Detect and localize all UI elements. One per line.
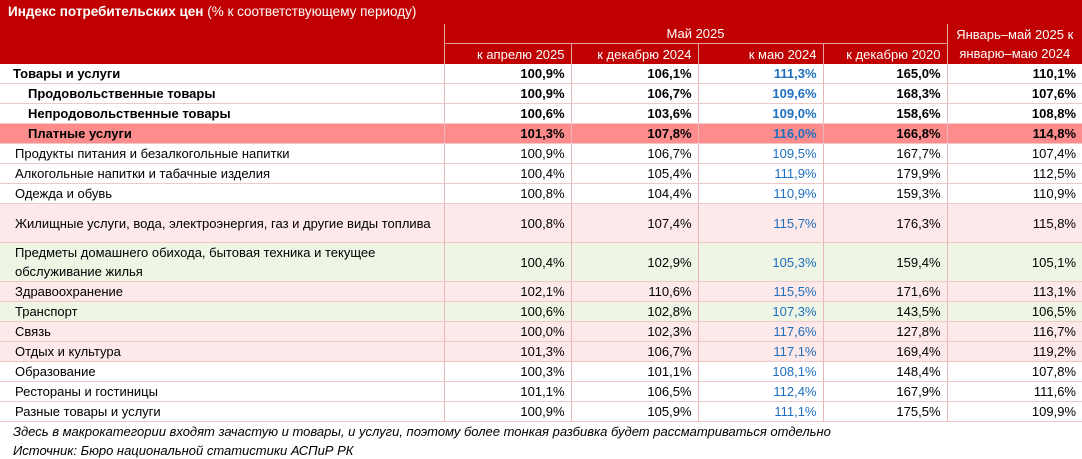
- header-period: Май 2025: [444, 24, 947, 44]
- value-ytd-dec: 103,6%: [571, 104, 698, 124]
- value-dec2020: 165,0%: [823, 64, 947, 84]
- value-ytd-yoy: 115,8%: [947, 204, 1082, 243]
- value-y-y: 109,6%: [698, 84, 823, 104]
- value-ytd-dec: 107,4%: [571, 204, 698, 243]
- value-dec2020: 167,9%: [823, 382, 947, 402]
- value-y-y: 109,0%: [698, 104, 823, 124]
- header-ytd-line2: январю–маю 2024: [959, 46, 1071, 61]
- value-m-m: 100,9%: [444, 64, 571, 84]
- value-m-m: 100,6%: [444, 302, 571, 322]
- value-y-y: 110,9%: [698, 184, 823, 204]
- header-row-1: [0, 24, 1082, 44]
- header-row-2: [0, 44, 1082, 65]
- row-label: Разные товары и услуги: [0, 402, 444, 422]
- value-y-y: 111,9%: [698, 164, 823, 184]
- value-dec2020: 169,4%: [823, 342, 947, 362]
- source-note: Источник: Бюро национальной статистики АСПиР РК: [13, 443, 354, 458]
- row-label: Одежда и обувь: [0, 184, 444, 204]
- value-ytd-dec: 106,7%: [571, 84, 698, 104]
- value-ytd-dec: 107,8%: [571, 124, 698, 144]
- value-ytd-yoy: 113,1%: [947, 282, 1082, 302]
- value-m-m: 100,0%: [444, 322, 571, 342]
- value-m-m: 102,1%: [444, 282, 571, 302]
- row-label: Продовольственные товары: [0, 84, 444, 104]
- value-ytd-yoy: 110,9%: [947, 184, 1082, 204]
- value-dec2020: 171,6%: [823, 282, 947, 302]
- table-row: [0, 342, 1082, 362]
- value-y-y: 109,5%: [698, 144, 823, 164]
- value-ytd-dec: 110,6%: [571, 282, 698, 302]
- row-label: Жилищные услуги, вода, электроэнергия, газ и другие виды топлива: [0, 204, 444, 243]
- value-dec2020: 158,6%: [823, 104, 947, 124]
- footnote: Здесь в макрокатегории входят зачастую и товары, и услуги, поэтому более тонкая разбивка будет рассматриваться отдельно: [13, 424, 831, 439]
- table-row: [0, 322, 1082, 342]
- row-label: Связь: [0, 322, 444, 342]
- row-label: Платные услуги: [0, 124, 444, 144]
- table-title-main: Индекс потребительских цен: [8, 4, 204, 19]
- value-ytd-dec: 102,8%: [571, 302, 698, 322]
- value-y-y: 107,3%: [698, 302, 823, 322]
- value-m-m: 100,4%: [444, 243, 571, 282]
- value-ytd-dec: 105,9%: [571, 402, 698, 422]
- value-ytd-yoy: 108,8%: [947, 104, 1082, 124]
- value-y-y: 115,5%: [698, 282, 823, 302]
- value-ytd-yoy: 109,9%: [947, 402, 1082, 422]
- value-m-m: 100,8%: [444, 204, 571, 243]
- row-label: Продукты питания и безалкогольные напитки: [0, 144, 444, 164]
- value-m-m: 100,9%: [444, 402, 571, 422]
- table-row: [0, 144, 1082, 164]
- table-row: [0, 184, 1082, 204]
- header-col-dec2020: к декабрю 2020: [823, 44, 947, 65]
- value-ytd-dec: 106,7%: [571, 342, 698, 362]
- table-row: [0, 164, 1082, 184]
- value-y-y: 117,1%: [698, 342, 823, 362]
- value-m-m: 101,3%: [444, 342, 571, 362]
- table-row: [0, 302, 1082, 322]
- value-m-m: 100,9%: [444, 144, 571, 164]
- value-ytd-dec: 102,9%: [571, 243, 698, 282]
- value-ytd-yoy: 107,4%: [947, 144, 1082, 164]
- value-dec2020: 175,5%: [823, 402, 947, 422]
- value-ytd-yoy: 111,6%: [947, 382, 1082, 402]
- value-ytd-yoy: 106,5%: [947, 302, 1082, 322]
- value-dec2020: 143,5%: [823, 302, 947, 322]
- table-row: [0, 104, 1082, 124]
- header-col-m-m: к апрелю 2025: [444, 44, 571, 65]
- value-dec2020: 159,3%: [823, 184, 947, 204]
- value-m-m: 100,9%: [444, 84, 571, 104]
- table-title-suffix: (% к соответствующему периоду): [207, 4, 417, 19]
- value-dec2020: 159,4%: [823, 243, 947, 282]
- header-col-ytd-dec: к декабрю 2024: [571, 44, 698, 65]
- value-ytd-dec: 105,4%: [571, 164, 698, 184]
- row-label: Здравоохранение: [0, 282, 444, 302]
- value-ytd-dec: 106,7%: [571, 144, 698, 164]
- header-empty-cell: [0, 24, 444, 44]
- row-label: Образование: [0, 362, 444, 382]
- value-dec2020: 167,7%: [823, 144, 947, 164]
- value-ytd-dec: 102,3%: [571, 322, 698, 342]
- value-dec2020: 127,8%: [823, 322, 947, 342]
- value-y-y: 105,3%: [698, 243, 823, 282]
- value-ytd-yoy: 110,1%: [947, 64, 1082, 84]
- value-dec2020: 148,4%: [823, 362, 947, 382]
- value-ytd-yoy: 116,7%: [947, 322, 1082, 342]
- row-label: Рестораны и гостиницы: [0, 382, 444, 402]
- value-m-m: 100,4%: [444, 164, 571, 184]
- value-ytd-yoy: 114,8%: [947, 124, 1082, 144]
- table-row: [0, 382, 1082, 402]
- value-y-y: 116,0%: [698, 124, 823, 144]
- header-empty-cell-2: [0, 44, 444, 65]
- value-dec2020: 168,3%: [823, 84, 947, 104]
- value-y-y: 112,4%: [698, 382, 823, 402]
- table-row: [0, 64, 1082, 84]
- value-m-m: 101,3%: [444, 124, 571, 144]
- value-ytd-yoy: 119,2%: [947, 342, 1082, 362]
- row-label: Предметы домашнего обихода, бытовая техника и текущее обслуживание жилья: [0, 243, 444, 282]
- value-ytd-dec: 106,1%: [571, 64, 698, 84]
- table-row: [0, 282, 1082, 302]
- value-ytd-yoy: 105,1%: [947, 243, 1082, 282]
- header-ytd-line1: Январь–май 2025 к: [956, 27, 1074, 42]
- table-row: [0, 204, 1082, 243]
- value-y-y: 117,6%: [698, 322, 823, 342]
- value-y-y: 108,1%: [698, 362, 823, 382]
- row-label: Отдых и культура: [0, 342, 444, 362]
- table-row: [0, 124, 1082, 144]
- header-ytd: [947, 24, 1082, 64]
- value-ytd-yoy: 107,6%: [947, 84, 1082, 104]
- value-m-m: 100,8%: [444, 184, 571, 204]
- value-ytd-yoy: 112,5%: [947, 164, 1082, 184]
- row-label: Транспорт: [0, 302, 444, 322]
- value-y-y: 115,7%: [698, 204, 823, 243]
- table-row: [0, 84, 1082, 104]
- table-row: [0, 402, 1082, 422]
- table-title: [0, 0, 1082, 24]
- value-m-m: 101,1%: [444, 382, 571, 402]
- value-ytd-dec: 104,4%: [571, 184, 698, 204]
- value-dec2020: 166,8%: [823, 124, 947, 144]
- value-m-m: 100,3%: [444, 362, 571, 382]
- value-dec2020: 176,3%: [823, 204, 947, 243]
- row-label: Товары и услуги: [0, 64, 444, 84]
- table-row: [0, 243, 1082, 282]
- value-dec2020: 179,9%: [823, 164, 947, 184]
- row-label: Алкогольные напитки и табачные изделия: [0, 164, 444, 184]
- value-y-y: 111,1%: [698, 402, 823, 422]
- value-ytd-dec: 101,1%: [571, 362, 698, 382]
- value-y-y: 111,3%: [698, 64, 823, 84]
- value-m-m: 100,6%: [444, 104, 571, 124]
- row-label: Непродовольственные товары: [0, 104, 444, 124]
- value-ytd-yoy: 107,8%: [947, 362, 1082, 382]
- value-ytd-dec: 106,5%: [571, 382, 698, 402]
- table-row: [0, 362, 1082, 382]
- header-col-y-y: к маю 2024: [698, 44, 823, 65]
- cpi-table: [0, 24, 1082, 422]
